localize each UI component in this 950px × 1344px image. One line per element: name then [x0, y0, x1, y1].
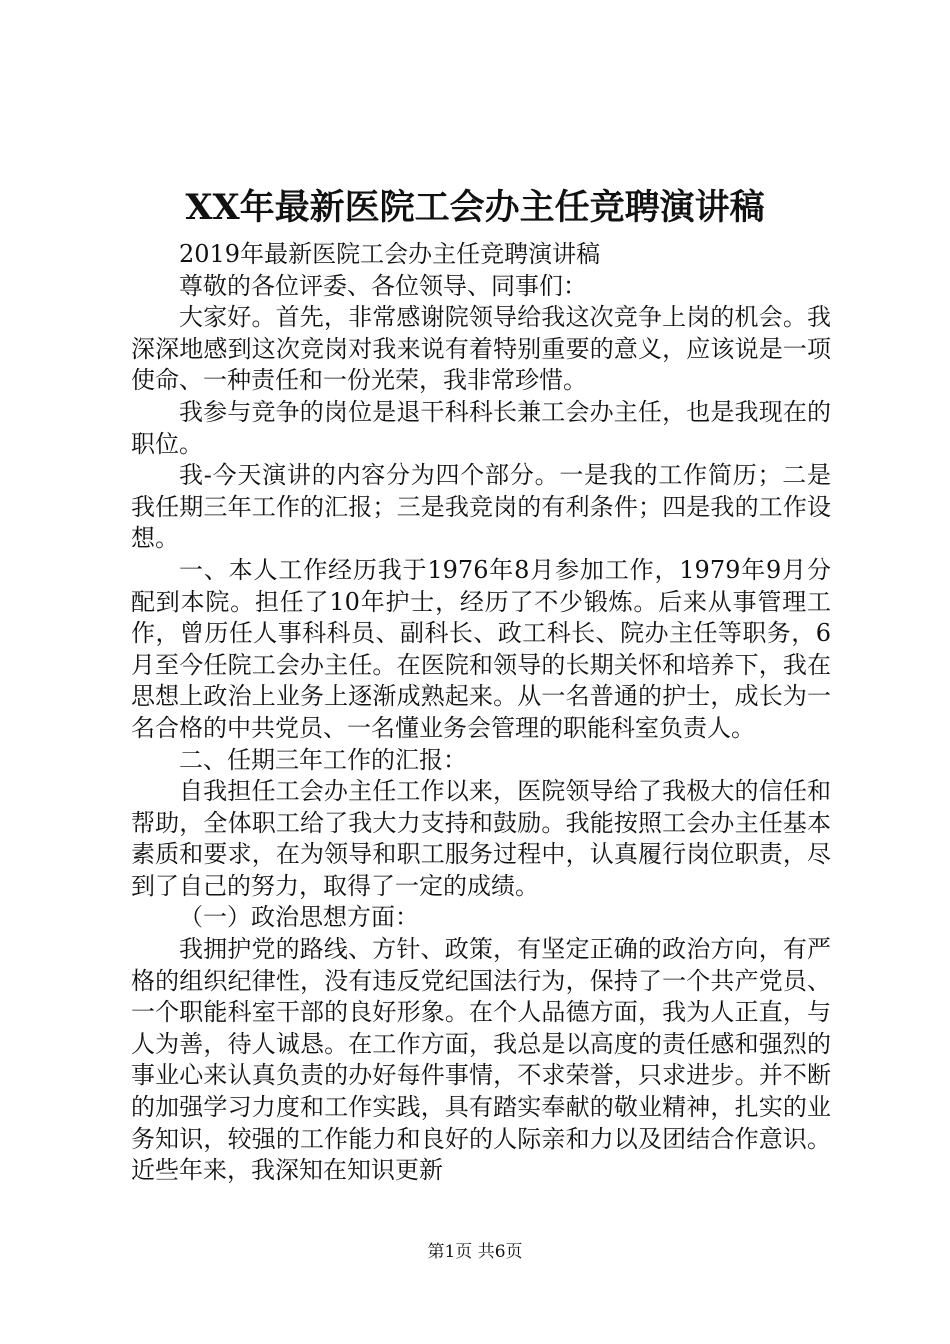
document-title: XX年最新医院工会办主任竞聘演讲稿 [185, 187, 765, 228]
section-heading-political: （一）政治思想方面： [179, 903, 419, 932]
paragraph-subtitle: 2019年最新医院工会办主任竞聘演讲稿 [179, 240, 601, 268]
paragraph-report: 自我担任工会办主任工作以来，医院领导给了我极大的信任和帮助，全体职工给了我大力支持和鼓励。我能按照工会办主任基本素质和要求，在为领导和职工服务过程中，认真履行岗位职责，尽到了自己的努力，取得了一定的成绩。 [131, 777, 831, 900]
paragraph-position: 我参与竞争的岗位是退干科科长兼工会办主任，也是我现在的职位。 [131, 397, 831, 458]
document-body [131, 239, 831, 1187]
paragraph-outline: 我-今天演讲的内容分为四个部分。一是我的工作简历；二是我任期三年工作的汇报；三是我竞岗的有利条件；四是我的工作设想。 [131, 461, 831, 553]
section-heading-report: 二、任期三年工作的汇报： [179, 745, 467, 774]
paragraph-political: 我拥护党的路线、方针、政策，有坚定正确的政治方向，有严格的组织纪律性，没有违反党纪国法行为，保持了一个共产党员、一个职能科室干部的良好形象。在个人品德方面，我为人正直，与人为善，待人诚恳。在工作方面，我总是以高度的责任感和强烈的事业心来认真负责的办好每件事情，不求荣誉，只求进步。并不断的加强学习力度和工作实践，具有踏实奉献的敬业精神，扎实的业务知识，较强的工作能力和良好的人际亲和力以及团结合作意识。近些年来，我深知在知识更新 [131, 935, 831, 1185]
paragraph-salutation: 尊敬的各位评委、各位领导、同事们： [179, 271, 587, 300]
page-number-footer: 第1页 共6页 [427, 1242, 523, 1262]
paragraph-greeting: 大家好。首先，非常感谢院领导给我这次竞争上岗的机会。我深深地感到这次竞岗对我来说有着特别重要的意义，应该说是一项使命、一种责任和一份光荣，我非常珍惜。 [131, 303, 831, 395]
paragraph-work-history: 一、本人工作经历我于1976年8月参加工作，1979年9月分配到本院。担任了10年护士，经历了不少锻炼。后来从事管理工作，曾历任人事科科员、副科长、政工科长、院办主任等职务，6月至今任院工会办主任。在医院和领导的长期关怀和培养下，我在思想上政治上业务上逐渐成熟起来。从一名普通的护士，成长为一名合格的中共党员、一名懂业务会管理的职能科室负责人。 [131, 555, 831, 742]
